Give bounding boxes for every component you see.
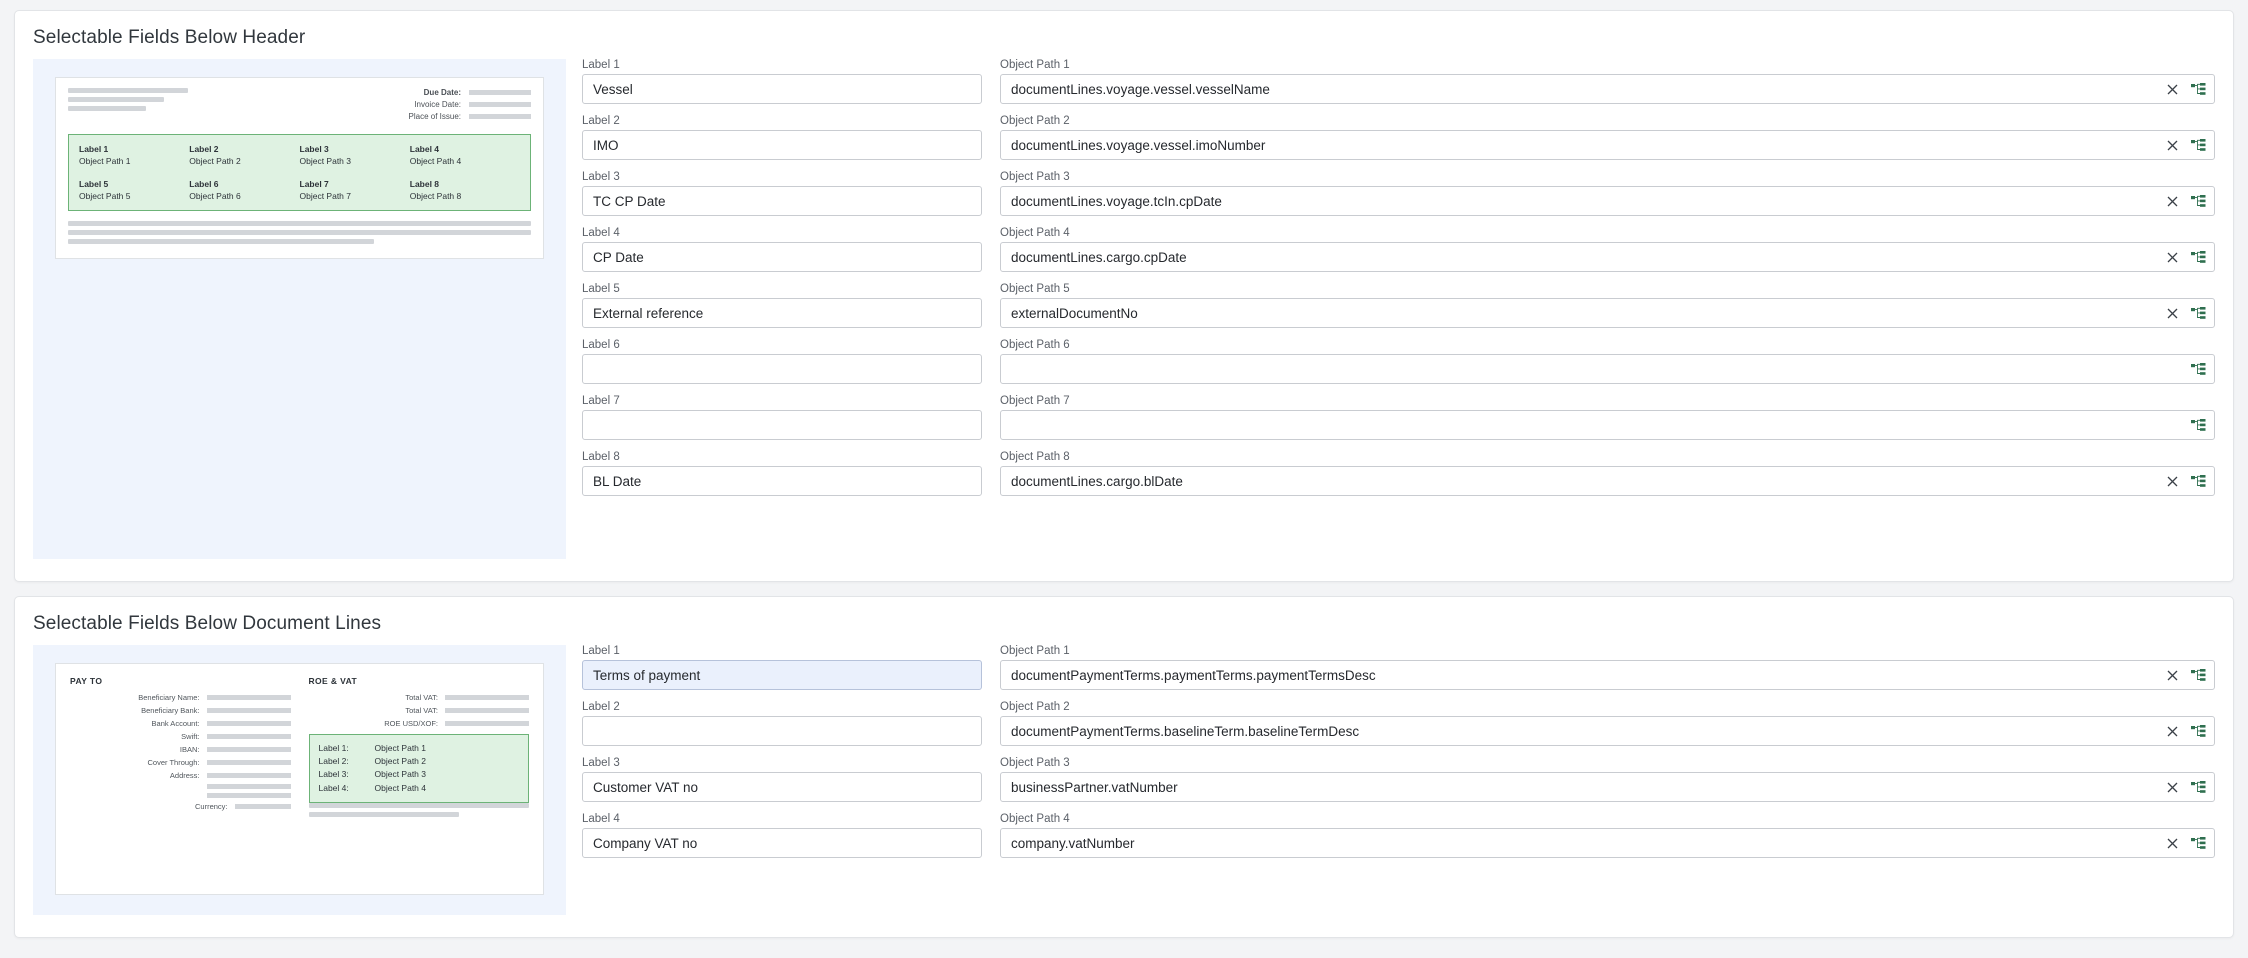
object-tree-icon[interactable] (2191, 250, 2206, 265)
preview-columns (70, 676, 529, 821)
object-path-input-1[interactable] (1000, 74, 2215, 104)
object-tree-icon[interactable] (2191, 362, 2206, 377)
field-group-label-4 (582, 227, 982, 272)
preview-document (55, 663, 544, 895)
preview-logo-lines (68, 88, 188, 124)
section-body (15, 645, 2233, 937)
preview-pay-row (70, 758, 291, 767)
label-input-7[interactable] (582, 410, 982, 440)
placeholder-bar (68, 230, 531, 235)
preview-field-path: Object Path 2 (374, 756, 427, 767)
placeholder-bar (207, 784, 291, 789)
object-tree-icon[interactable] (2191, 194, 2206, 209)
placeholder-bar (207, 747, 291, 752)
placeholder-bar (469, 90, 531, 95)
preview-row-label: Total VAT: (405, 693, 438, 702)
fields-area-header (582, 59, 2215, 507)
preview-meta-row (346, 112, 531, 121)
field-caption: Label 1 (582, 59, 620, 71)
preview-meta-row (346, 100, 531, 109)
preview-field-path: Object Path 3 (374, 769, 427, 780)
preview-field-path: Object Path 4 (374, 782, 427, 793)
preview-field-label: Label 5 (79, 178, 109, 189)
object-path-input-4[interactable] (1000, 828, 2215, 858)
placeholder-bar (207, 734, 291, 739)
preview-pay-row (70, 732, 291, 741)
preview-row-label: Cover Through: (147, 758, 200, 767)
object-path-input-5[interactable] (1000, 298, 2215, 328)
field-caption: Object Path 6 (1000, 339, 1070, 351)
field-caption: Object Path 1 (1000, 59, 1070, 71)
field-group-path-1 (1000, 59, 2215, 104)
field-group-label-1 (582, 59, 982, 104)
field-group-path-2 (1000, 701, 2215, 746)
placeholder-bar (207, 773, 291, 778)
label-input-3[interactable] (582, 186, 982, 216)
object-tree-icon[interactable] (2191, 668, 2206, 683)
field-caption: Object Path 7 (1000, 395, 1070, 407)
field-group-path-6 (1000, 339, 2215, 384)
preview-meta-block (346, 88, 531, 124)
preview-pay-row (70, 706, 291, 715)
preview-pay-row (70, 771, 291, 780)
object-path-input-8[interactable] (1000, 466, 2215, 496)
object-path-input-3[interactable] (1000, 772, 2215, 802)
field-caption: Object Path 3 (1000, 171, 1070, 183)
preview-pay-row (70, 719, 291, 728)
close-icon[interactable] (2165, 780, 2180, 795)
field-caption: Object Path 4 (1000, 813, 1070, 825)
fields-area-document-lines (582, 645, 2215, 869)
preview-row-label: Address: (169, 771, 200, 780)
object-path-input-1[interactable] (1000, 660, 2215, 690)
preview-document-top (68, 88, 531, 124)
object-tree-icon[interactable] (2191, 138, 2206, 153)
field-group-path-4 (1000, 227, 2215, 272)
document-preview-header (33, 59, 566, 559)
preview-field-cell (79, 178, 189, 203)
placeholder-bar (207, 708, 291, 713)
close-icon[interactable] (2165, 306, 2180, 321)
preview-row-label: Currency: (194, 802, 228, 811)
object-path-input-4[interactable] (1000, 242, 2215, 272)
preview-vat-row (309, 693, 530, 702)
preview-vat-row (309, 719, 530, 728)
close-icon[interactable] (2165, 82, 2180, 97)
object-tree-icon[interactable] (2191, 836, 2206, 851)
placeholder-bar (445, 695, 529, 700)
preview-field-label: Label 1: (318, 743, 349, 753)
close-icon[interactable] (2165, 138, 2180, 153)
object-tree-icon[interactable] (2191, 724, 2206, 739)
object-tree-icon[interactable] (2191, 418, 2206, 433)
preview-section-heading: PAY TO (70, 676, 103, 686)
placeholder-bar (309, 812, 459, 817)
placeholder-bar (68, 88, 188, 93)
preview-field-label: Label 3: (318, 769, 349, 780)
preview-document-bottom (68, 221, 531, 244)
field-caption: Label 2 (582, 701, 620, 713)
preview-field-cell (410, 143, 520, 168)
preview-field-cell (189, 178, 299, 203)
preview-row-label: Swift: (181, 732, 200, 741)
preview-field-path: Object Path 8 (409, 190, 462, 201)
placeholder-bar (445, 721, 529, 726)
preview-field-path: Object Path 1 (79, 156, 131, 167)
field-group-path-1 (1000, 645, 2215, 690)
field-group-path-3 (1000, 757, 2215, 802)
placeholder-bar (207, 721, 291, 726)
preview-selectable-fields-area (309, 734, 530, 803)
preview-field-row (319, 768, 520, 781)
preview-row-label: Beneficiary Bank: (141, 706, 200, 715)
placeholder-bar (469, 102, 531, 107)
preview-field-row (319, 755, 520, 768)
field-group-label-3 (582, 171, 982, 216)
object-tree-icon[interactable] (2191, 82, 2206, 97)
field-group-label-8 (582, 451, 982, 496)
preview-field-path: Object Path 5 (79, 190, 131, 201)
label-input-1[interactable] (582, 74, 982, 104)
labels-column (582, 59, 982, 507)
preview-field-cell (300, 178, 410, 203)
preview-row-label: IBAN: (179, 745, 200, 754)
field-caption: Label 7 (582, 395, 620, 407)
document-preview-lines (33, 645, 566, 915)
field-caption: Label 2 (582, 115, 620, 127)
object-path-input-3[interactable] (1000, 186, 2215, 216)
preview-meta-row (346, 88, 531, 97)
preview-field-label: Label 4: (318, 782, 349, 793)
preview-currency-row (70, 802, 291, 811)
placeholder-bar (469, 114, 531, 119)
preview-field-label: Label 2 (189, 144, 219, 154)
close-icon[interactable] (2165, 836, 2180, 851)
section-card-document-lines-fields (14, 596, 2234, 938)
labels-column (582, 645, 982, 869)
preview-section-heading: ROE & VAT (308, 676, 358, 686)
page-title: Selectable Fields Below Header (33, 27, 306, 48)
preview-field-cell (189, 143, 299, 168)
preview-field-row (319, 782, 520, 795)
object-path-input-6[interactable] (1000, 354, 2215, 384)
preview-document (55, 77, 544, 259)
close-icon[interactable] (2165, 668, 2180, 683)
field-group-path-8 (1000, 451, 2215, 496)
object-tree-icon[interactable] (2191, 780, 2206, 795)
close-icon[interactable] (2165, 474, 2180, 489)
label-input-1[interactable] (582, 660, 982, 690)
preview-field-path: Object Path 6 (189, 190, 241, 201)
label-input-5[interactable] (582, 298, 982, 328)
section-card-header-fields (14, 10, 2234, 582)
preview-vat-row (309, 706, 530, 715)
field-group-label-1 (582, 645, 982, 690)
field-group-label-6 (582, 339, 982, 384)
field-group-label-2 (582, 115, 982, 160)
preview-pay-row (70, 745, 291, 754)
preview-roe-vat-column (309, 676, 530, 821)
field-caption: Object Path 3 (1000, 757, 1070, 769)
preview-document-bottom (309, 803, 530, 817)
preview-field-path: Object Path 3 (299, 156, 352, 167)
object-path-input-7[interactable] (1000, 410, 2215, 440)
preview-field-label: Label 7 (299, 178, 329, 189)
preview-field-path: Object Path 1 (374, 743, 427, 753)
preview-field-label: Label 8 (409, 178, 440, 189)
placeholder-bar (235, 804, 291, 809)
preview-pay-to-column (70, 676, 291, 821)
placeholder-bar (207, 760, 291, 765)
preview-pay-row (70, 693, 291, 702)
field-caption: Label 4 (582, 813, 620, 825)
placeholder-bar (68, 106, 146, 111)
placeholder-bar (309, 803, 530, 808)
preview-field-path: Object Path 4 (409, 156, 462, 167)
preview-field-path: Object Path 7 (299, 190, 352, 201)
field-caption: Label 4 (582, 227, 620, 239)
preview-field-label: Label 3 (299, 144, 329, 154)
label-input-2[interactable] (582, 716, 982, 746)
field-caption: Object Path 4 (1000, 227, 1070, 239)
preview-field-cell (410, 178, 520, 203)
placeholder-bar (207, 695, 291, 700)
preview-row-label: Total VAT: (405, 706, 438, 715)
field-group-path-3 (1000, 171, 2215, 216)
field-caption: Label 3 (582, 171, 620, 183)
object-path-input-2[interactable] (1000, 130, 2215, 160)
close-icon[interactable] (2165, 250, 2180, 265)
preview-meta-label: Invoice Date: (414, 100, 461, 109)
field-caption: Object Path 2 (1000, 701, 1070, 713)
field-group-path-7 (1000, 395, 2215, 440)
field-group-label-3 (582, 757, 982, 802)
object-paths-column (1000, 59, 2215, 507)
close-icon[interactable] (2165, 724, 2180, 739)
preview-meta-label: Place of Issue: (408, 112, 461, 121)
field-group-path-2 (1000, 115, 2215, 160)
field-group-path-5 (1000, 283, 2215, 328)
preview-field-path: Object Path 2 (189, 156, 241, 167)
object-paths-column (1000, 645, 2215, 869)
section-title: Selectable Fields Below Document Lines (33, 613, 382, 634)
placeholder-bar (445, 708, 529, 713)
preview-field-cell (300, 143, 410, 168)
field-group-label-2 (582, 701, 982, 746)
preview-field-label: Label 6 (189, 178, 219, 189)
preview-pay-row (70, 793, 291, 798)
label-input-2[interactable] (582, 130, 982, 160)
label-input-8[interactable] (582, 466, 982, 496)
preview-field-label: Label 1 (79, 144, 109, 154)
field-caption: Object Path 5 (1000, 283, 1070, 295)
section-body (15, 59, 2233, 581)
placeholder-bar (68, 239, 374, 244)
field-caption: Label 3 (582, 757, 620, 769)
placeholder-bar (68, 221, 531, 226)
field-caption: Label 1 (582, 645, 620, 657)
preview-selectable-fields-area (68, 134, 531, 211)
field-caption: Label 5 (582, 283, 620, 295)
field-group-path-4 (1000, 813, 2215, 858)
preview-row-label: Beneficiary Name: (138, 693, 200, 702)
object-tree-icon[interactable] (2191, 306, 2206, 321)
label-input-6[interactable] (582, 354, 982, 384)
label-input-4[interactable] (582, 242, 982, 272)
field-caption: Object Path 8 (1000, 451, 1070, 463)
placeholder-bar (207, 793, 291, 798)
preview-row-label: Bank Account: (151, 719, 200, 728)
preview-field-label: Label 2: (318, 756, 349, 767)
close-icon[interactable] (2165, 194, 2180, 209)
field-caption: Label 8 (582, 451, 620, 463)
field-group-label-7 (582, 395, 982, 440)
preview-field-cell (79, 143, 189, 168)
preview-meta-label: Due Date: (423, 88, 461, 97)
preview-field-label: Label 4 (409, 144, 440, 154)
preview-field-row (319, 742, 520, 755)
preview-row-label: ROE USD/XOF: (384, 719, 438, 728)
label-input-3[interactable] (582, 772, 982, 802)
preview-pay-row (70, 784, 291, 789)
field-caption: Object Path 1 (1000, 645, 1070, 657)
placeholder-bar (68, 97, 164, 102)
object-path-input-2[interactable] (1000, 716, 2215, 746)
field-caption: Label 6 (582, 339, 620, 351)
field-group-label-5 (582, 283, 982, 328)
field-group-label-4 (582, 813, 982, 858)
field-caption: Object Path 2 (1000, 115, 1070, 127)
object-tree-icon[interactable] (2191, 474, 2206, 489)
label-input-4[interactable] (582, 828, 982, 858)
